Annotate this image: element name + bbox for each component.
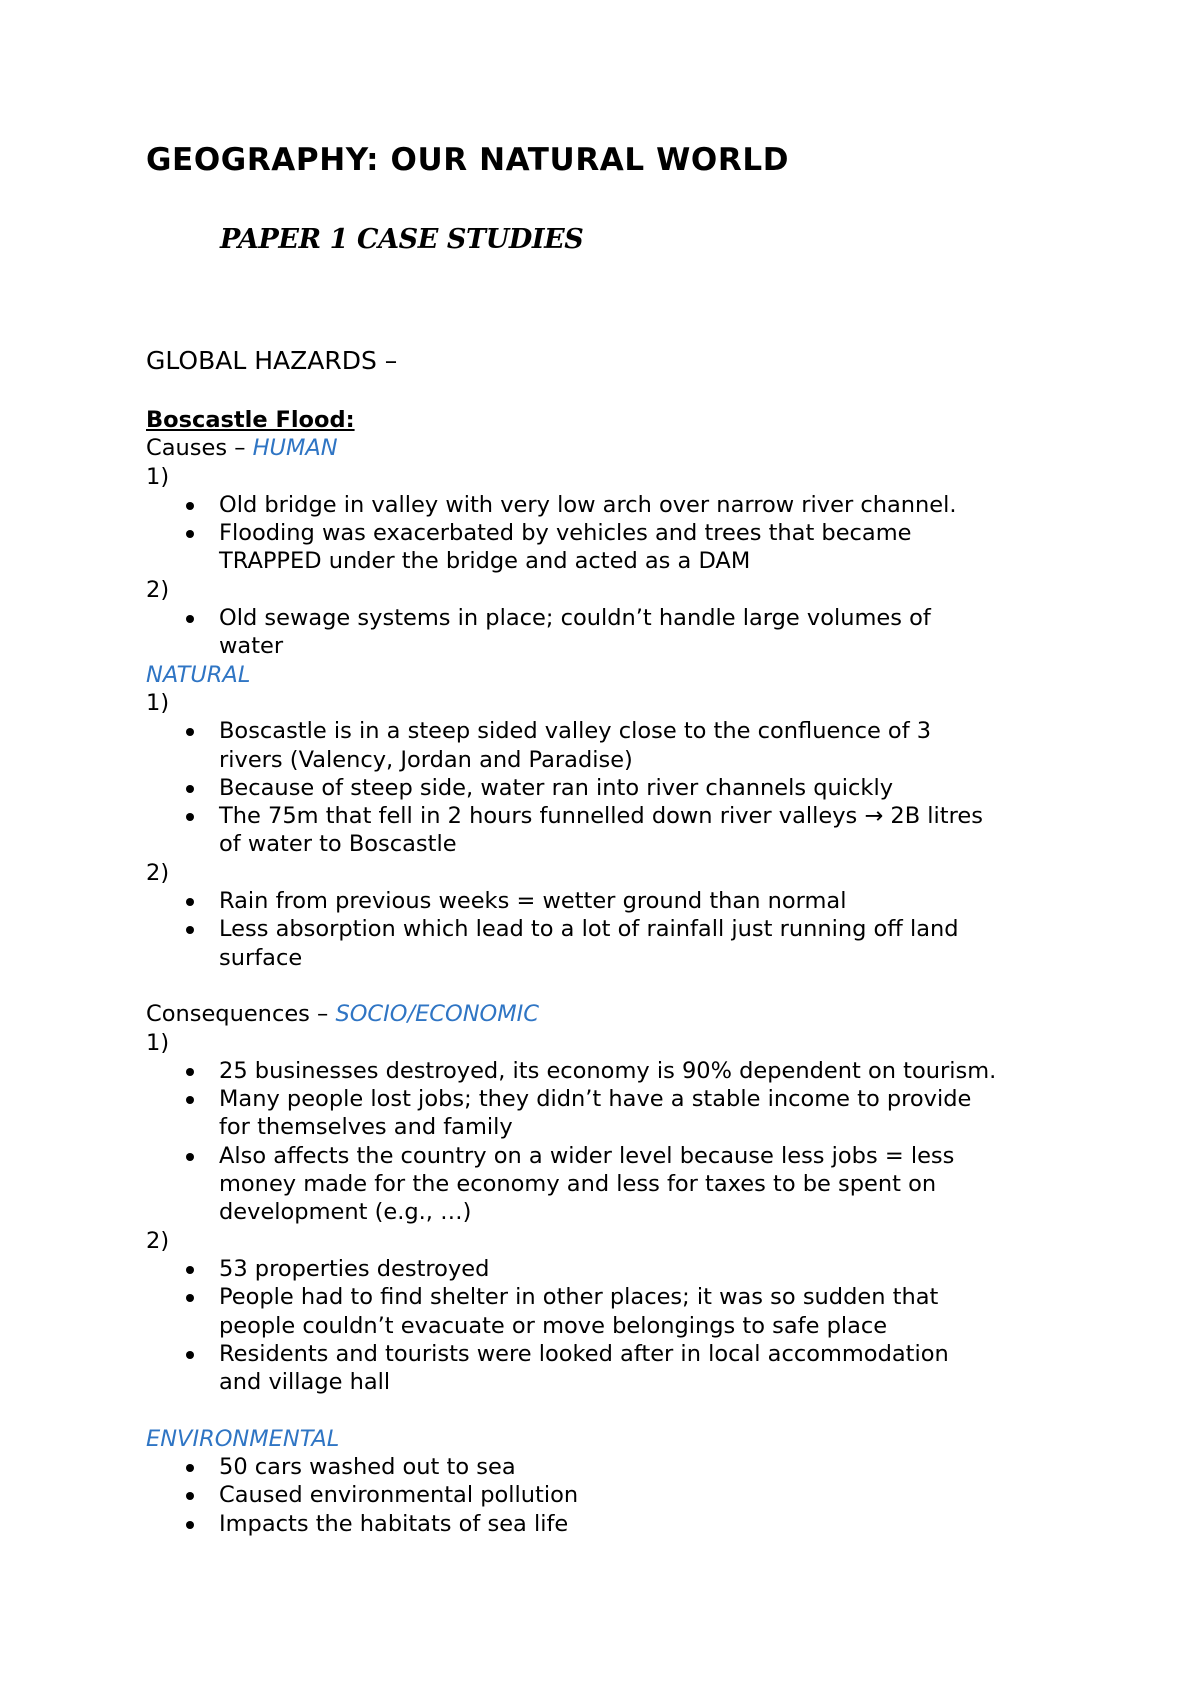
bullet-icon — [186, 1294, 194, 1302]
bullet-icon — [186, 1351, 194, 1359]
bullet-item — [219, 887, 1096, 915]
bullet-icon — [186, 1096, 194, 1104]
group-number: 2) — [146, 576, 170, 603]
bullet-text-line: water — [219, 633, 284, 660]
bullet-text-line: development (e.g., …) — [219, 1199, 472, 1226]
spacer — [146, 1396, 1096, 1424]
bullet-text-line: people couldn’t evacuate or move belongings to safe place — [219, 1312, 888, 1339]
bullet-item — [219, 491, 1096, 519]
bullet-item — [219, 1255, 1096, 1283]
case-study-title-line — [146, 406, 1096, 434]
bullet-text-line: rivers (Valency, Jordan and Paradise) — [219, 746, 633, 773]
bullet-item — [219, 1481, 1096, 1509]
bullet-list — [146, 491, 1096, 576]
bullet-text-line: Also affects the country on a wider level because less jobs = less — [219, 1142, 955, 1169]
bullet-icon — [186, 813, 194, 821]
bullet-text-line: Rain from previous weeks = wetter ground than normal — [219, 888, 847, 915]
bullet-item — [219, 802, 1096, 859]
bullet-text-line: Residents and tourists were looked after in local accommodation — [219, 1340, 949, 1367]
bullet-text-line: People had to find shelter in other places; it was so sudden that — [219, 1284, 939, 1311]
bullet-item — [219, 1510, 1096, 1538]
bullet-list — [146, 1255, 1096, 1396]
bullet-text-line: 53 properties destroyed — [219, 1255, 490, 1282]
bullet-item — [219, 519, 1096, 576]
spacer — [146, 972, 1096, 1000]
bullet-item — [219, 604, 1096, 661]
bullet-icon — [186, 1464, 194, 1472]
bullet-item — [219, 1453, 1096, 1481]
bullet-text-line: Caused environmental pollution — [219, 1482, 579, 1509]
bullet-text-line: Many people lost jobs; they didn’t have a stable income to provide — [219, 1086, 972, 1113]
bullet-icon — [186, 898, 194, 906]
environmental-consequences — [146, 1453, 1096, 1538]
bullet-list — [146, 717, 1096, 858]
bullet-text-line: 25 businesses destroyed, its economy is 90% dependent on tourism. — [219, 1057, 997, 1084]
bullet-list — [146, 1453, 1096, 1538]
bullet-text-line: TRAPPED under the bridge and acted as a DAM — [219, 548, 751, 575]
bullet-icon — [186, 615, 194, 623]
bullet-text-line: Because of steep side, water ran into river channels quickly — [219, 774, 894, 801]
bullet-list — [146, 1057, 1096, 1227]
group-number: 2) — [146, 1227, 170, 1254]
bullet-item — [219, 1283, 1096, 1340]
bullet-icon — [186, 1266, 194, 1274]
group-number: 1) — [146, 463, 170, 490]
bullet-text-line: Boscastle is in a steep sided valley close to the confluence of 3 — [219, 718, 932, 745]
bullet-text-line: for themselves and family — [219, 1114, 513, 1141]
bullet-item — [219, 774, 1096, 802]
socio-economic-label: SOCIO/ECONOMIC — [335, 1001, 540, 1028]
bullet-item — [219, 1085, 1096, 1142]
environmental-label: ENVIRONMENTAL — [146, 1425, 340, 1452]
bullet-text-line: The 75m that fell in 2 hours funnelled down river valleys → 2B litres — [219, 803, 983, 830]
causes-heading — [146, 434, 1096, 462]
bullet-icon — [186, 785, 194, 793]
bullet-item — [219, 1057, 1096, 1085]
bullet-item — [219, 717, 1096, 774]
socio-economic-consequences — [146, 1029, 1096, 1397]
bullet-icon — [186, 502, 194, 510]
bullet-icon — [186, 728, 194, 736]
causes-label: Causes – — [146, 435, 253, 462]
bullet-item — [219, 1142, 1096, 1227]
bullet-text-line: of water to Boscastle — [219, 831, 457, 858]
consequences-label: Consequences – — [146, 1001, 336, 1028]
bullet-icon — [186, 1492, 194, 1500]
human-causes — [146, 463, 1096, 661]
bullet-text-line: Impacts the habitats of sea life — [219, 1510, 569, 1537]
document-subtitle: PAPER 1 CASE STUDIES — [220, 224, 584, 255]
bullet-text-line: Old bridge in valley with very low arch over narrow river channel. — [219, 491, 957, 518]
group-number: 1) — [146, 1029, 170, 1056]
case-study-title: Boscastle Flood: — [146, 407, 355, 433]
human-label: HUMAN — [252, 435, 338, 462]
document-title: GEOGRAPHY: OUR NATURAL WORLD — [146, 142, 790, 178]
bullet-item — [219, 915, 1096, 972]
bullet-text-line: surface — [219, 944, 303, 971]
consequences-heading — [146, 1000, 1096, 1028]
bullet-text-line: and village hall — [219, 1369, 391, 1396]
bullet-text-line: 50 cars washed out to sea — [219, 1453, 516, 1480]
bullet-icon — [186, 1153, 194, 1161]
bullet-text-line: Less absorption which lead to a lot of rainfall just running off land — [219, 916, 959, 943]
natural-label: NATURAL — [146, 661, 251, 688]
group-number: 2) — [146, 859, 170, 886]
bullet-text-line: money made for the economy and less for taxes to be spent on — [219, 1171, 937, 1198]
section-heading: GLOBAL HAZARDS – — [146, 346, 398, 375]
bullet-item — [219, 1340, 1096, 1397]
bullet-text-line: Flooding was exacerbated by vehicles and trees that became — [219, 520, 912, 547]
natural-causes — [146, 689, 1096, 972]
group-number: 1) — [146, 689, 170, 716]
bullet-icon — [186, 1521, 194, 1529]
bullet-text-line: Old sewage systems in place; couldn’t handle large volumes of — [219, 605, 931, 632]
bullet-list — [146, 604, 1096, 661]
bullet-icon — [186, 1068, 194, 1076]
bullet-icon — [186, 926, 194, 934]
bullet-list — [146, 887, 1096, 972]
case-study-content — [146, 406, 1096, 1538]
bullet-icon — [186, 530, 194, 538]
